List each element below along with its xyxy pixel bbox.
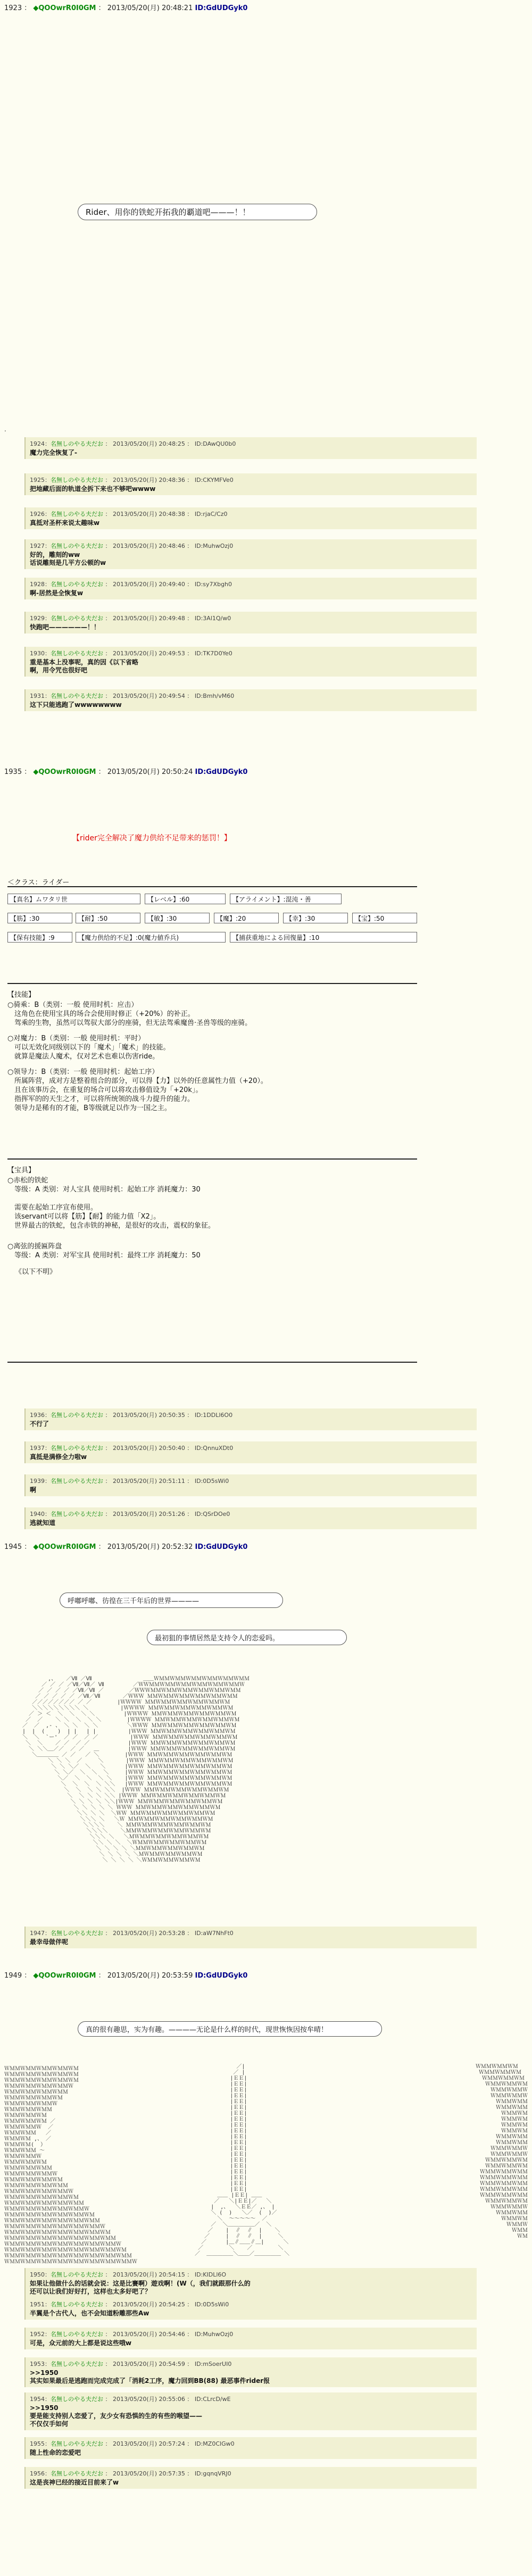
post-date: 2013/05/20(月) 20:48:21	[107, 4, 193, 12]
response-date: 2013/05/20(月) 20:49:54	[113, 693, 185, 699]
response-post	[24, 689, 477, 711]
stat-cell: 【保有技能】:9	[7, 932, 72, 943]
response-number[interactable]: 1927	[30, 543, 45, 549]
response-post	[24, 437, 477, 459]
response-date: 2013/05/20(月) 20:48:36	[113, 477, 185, 483]
ascii-art-right: ＷＭＭＷＭＭＷＭ ＷＭＭＷＭＭＷＭ ＷＭＭＷＭＭＷＭ ＷＭＭＷＭＭＷＭ ＷＭＭＷＭＭＷ ＷＭＭＷＭＭＷ ＷＭＭＷＭＭ ＷＭＭＷＭＭ ＷＭＭＷＭ ＷＭＭＷＭ ＷＭＭＷＭ ＷＭＭＷＭ ＷＭＭＷＭＭ ＷＭＭＷＭＭ ＷＭＭＷＭＭＷ ＷＭＭＷＭＭＷ ＷＭＭＷＭＭＷＭ ＷＭＭＷＭＭＷＭ ＷＭＭＷＭＭＷＭＭ ＷＭＭＷＭＭＷＭＭ ＷＭＭＷＭＭＷＭＭ ＷＭＭＷＭＭＷＭＭ ＷＭＭＷＭＭＷＭＭ ＷＭＭＷＭＭＷＭ ＷＭＭＷＭＭＷ ＷＭＭＷＭＭ ＷＭＭＷＭ ＷＭＭＷ ＷＭＭ ＷＭ	[475, 2064, 528, 2239]
response-id[interactable]: ID:0D5sWi0	[194, 1478, 229, 1485]
post-header: 1923 ： ◆QOOwrR0I0GM ： 2013/05/20(月) 20:48:21 ID:GdUDGyk0	[4, 4, 248, 12]
response-id[interactable]: ID:QSrDOe0	[194, 1511, 230, 1518]
class-label: ＜クラス：ライダー	[7, 879, 70, 887]
poster-id[interactable]: ID:GdUDGyk0	[195, 768, 248, 776]
poster-name: ◆QOOwrR0I0GM	[33, 768, 96, 776]
response-date: 2013/05/20(月) 20:49:53	[113, 650, 185, 657]
response-name: 名無しのやる夫だお	[51, 2301, 103, 2308]
divider	[7, 1158, 417, 1160]
response-name: 名無しのやる夫だお	[51, 2361, 103, 2367]
response-header: 1947：名無しのやる夫だお ： 2013/05/20(月) 20:53:28 ： ID:aW7NhFt0	[30, 1930, 234, 1937]
speech-bubble: 最初狙的事情居然是支持令人的恋爱吗。	[147, 1630, 347, 1645]
post-header: 1935 ： ◆QOOwrR0I0GM ： 2013/05/20(月) 20:50:24 ID:GdUDGyk0	[4, 768, 248, 776]
response-body: 啊-居然是全恢复w	[30, 589, 84, 597]
response-id[interactable]: ID:rjaC/Cz0	[194, 511, 228, 518]
response-id[interactable]: ID:DAwQU0b0	[194, 440, 236, 447]
response-name: 名無しのやる夫だお	[51, 650, 103, 657]
response-number[interactable]: 1939	[30, 1478, 45, 1485]
response-header: 1940：名無しのやる夫だお ： 2013/05/20(月) 20:51:26 ： ID:QSrDOe0	[30, 1511, 230, 1518]
response-header: 1954：名無しのやる夫だお ： 2013/05/20(月) 20:55:06 ： ID:CLrcD/wE	[30, 2396, 231, 2403]
speech-bubble: 呼嘟呼嘟、彷徨在三千年后的世界————	[60, 1593, 283, 1608]
response-name: 名無しのやる夫だお	[51, 1511, 103, 1518]
response-header: 1925：名無しのやる夫だお ： 2013/05/20(月) 20:48:36 ： ID:CKYMFVe0	[30, 477, 234, 483]
response-header: 1924：名無しのやる夫だお ： 2013/05/20(月) 20:48:25 ： ID:DAwQU0b0	[30, 440, 236, 447]
speech-bubble: 真的很有趣思，实为有趣。————无论是什么样的时代，现世恢恢因按牟晴！	[78, 2021, 382, 2037]
response-body: 不行了	[30, 1420, 49, 1428]
response-body: 可是，众元前的大上都是说这些哦w	[30, 2339, 132, 2347]
post-header: 1949 ： ◆QOOwrR0I0GM ： 2013/05/20(月) 20:53:59 ID:GdUDGyk0	[4, 1972, 248, 1980]
response-body: 如果让他做什么的话就会说：这是比賽啊）遊戏啊！(W（，我们就跟那什么的 还可以让我们好好打，这样也太多好吧了？	[30, 2280, 251, 2295]
divider	[7, 1362, 417, 1363]
response-number[interactable]: 1931	[30, 693, 45, 699]
response-header: 1927：名無しのやる夫だお ： 2013/05/20(月) 20:48:46 ： ID:MuhwOzj0	[30, 543, 234, 549]
response-header: 1931：名無しのやる夫だお ： 2013/05/20(月) 20:49:54 ： ID:Bmh/vM60	[30, 693, 235, 699]
response-post	[24, 2392, 477, 2430]
response-number[interactable]: 1952	[30, 2331, 45, 2338]
response-header: 1951：名無しのやる夫だお ： 2013/05/20(月) 20:54:25 ： ID:0D5sWi0	[30, 2301, 229, 2308]
stat-cell: 【魔力供给的不足】:0(魔力値乔兵)	[76, 932, 226, 943]
response-header: 1929：名無しのやる夫だお ： 2013/05/20(月) 20:49:48 ： ID:3Al1Q/w0	[30, 615, 231, 622]
response-number[interactable]: 1955	[30, 2440, 45, 2447]
skill-entry: ○领导力：B（类别：一般 使用时机：起始工序） 所属阵营，成对方是整着组合的部分，可以得【力】以外的任意属性力值（+20）。 且在该事历会，在重复的场合可以将攻击修值设为「+20k」。 指挥军的的天生之才，可以将所统领的战斗力提升的能力。 领导力是稀有的才能，B等级就足以作为一国之主。	[7, 1068, 268, 1112]
response-post	[24, 2467, 477, 2489]
speech-bubble: Rider、用你的铁蛇开拓我的覇道吧———！！	[78, 204, 317, 220]
poster-name: ◆QOOwrR0I0GM	[33, 1972, 96, 1980]
response-name: 名無しのやる夫だお	[51, 2470, 103, 2477]
response-id[interactable]: ID:1DDLl6O0	[194, 1412, 233, 1419]
response-body: 随上性命的恋爱吧	[30, 2449, 81, 2456]
response-header: 1937：名無しのやる夫だお ： 2013/05/20(月) 20:50:40 ： ID:QnnuXDt0	[30, 1445, 234, 1452]
response-number[interactable]: 1924	[30, 440, 45, 447]
response-post	[24, 507, 477, 529]
response-post	[24, 2298, 477, 2320]
divider	[7, 886, 417, 887]
response-post	[24, 2357, 477, 2387]
response-post	[24, 2268, 477, 2298]
response-number[interactable]: 1951	[30, 2301, 45, 2308]
response-post	[24, 2437, 477, 2459]
response-post	[24, 539, 477, 569]
np-entry: ○离弦的援匾阵盘 等级：A 类别：对军宝具 使用时机：最终工序 消耗魔力：50	[7, 1243, 201, 1260]
response-body: 重是基本上没事呢，真的因《以下省略 啊，用令咒也很好吧	[30, 658, 139, 674]
response-body: 这下只能逃跑了wwwwwwww	[30, 701, 122, 708]
response-post	[24, 647, 477, 677]
response-number[interactable]: 1925	[30, 477, 45, 483]
stat-cell: 【魔】:20	[214, 913, 279, 923]
post-number[interactable]: 1923	[4, 4, 22, 12]
skill-entry: ○骑乘：B（类别：一般 使用时机：应击） 这角色在使用宝具的场合会使用时修正（+20%）的补正。 驾乘的生物，虽然可以驾驭大部分的座骑，但无法驾乘魔兽·圣兽等级的座骑。	[7, 1001, 252, 1027]
ascii-art-center: ／| ／ | |ＥＥ| |ＥＥ| |ＥＥ| |ＥＥ| |ＥＥ| |ＥＥ| |ＥＥ| |ＥＥ| |ＥＥ| |ＥＥ| |ＥＥ| |ＥＥ| |ＥＥ| |ＥＥ| |ＥＥ| |ＥＥ| |ＥＥ| |ＥＥ| |ＥＥ| |ＥＥ| ＿＿ |ＥＥ| ＿＿ ／ ＼|ＥＥ|／ ＼ | ,、 ＼ＥＥ／ ,、 | ＼ ( ) ＼／ ( )／ ＼ ～～～～～ ／ ／ ＼＿＿＿＿＿／ ＼ ／ | ∥ ∥ | ＼ ／ | ∥ ∥ | ＼ ／ |＿∥＿＿∥＿| ＼ ／ ＼ ／ ＼ ／ ＿＿＿＿＿＼＿＿／＿＿＿＿＿ ＼	[195, 2064, 290, 2257]
post-date: 2013/05/20(月) 20:52:32	[107, 1543, 193, 1551]
response-name: 名無しのやる夫だお	[51, 543, 103, 549]
skills-heading: 【技能】	[7, 991, 36, 999]
response-header: 1928：名無しのやる夫だお ： 2013/05/20(月) 20:49:40 ： ID:sy7Xbgh0	[30, 581, 232, 588]
response-name: 名無しのやる夫だお	[51, 693, 103, 699]
response-id[interactable]: ID:0D5sWi0	[194, 2301, 229, 2308]
response-header: 1930：名無しのやる夫だお ： 2013/05/20(月) 20:49:53 ： ID:TK7D0Ye0	[30, 650, 232, 657]
response-body: 这是丧神已经的接近目前来了w	[30, 2479, 119, 2486]
ascii-art: ,、 ／Ⅶ ／Ⅶ ＿＿ＷＭＭＷＭＭＷＭＭＷＭＭＷＭＭＷＭＭ ／ ／ ／ ／Ⅶ／Ⅶ／ Ⅶ ／ＷＷＭＭＷＭＭＷＭＭＷＭＭＷＭＭＷＭＭＷ ／ ／ ／ ／ ／Ⅶ／Ⅶ ／ ／ＷＷＷＭＭＷＭＭＷＭＭＷＭＭＷＭＭＷＭＭ ／ ／ ／ ／ ／ ／Ⅶ／Ⅶ ／ＷＷＷ ＭＭＷＭＭＷＭＭＷＭＭＷＭＭＷＭＭ ／／／／／／／／ ／ ／ |ＷＷＷＷ ＭＭＷＭＭＷＭＭＷＭＭＷＭＭＷＭ ＼＼＼＼＼＼＼＼＼ ＼ |ＷＷＷＷ ＭＭＷＭＭＷＭＭＷＭＭＷＭＭＷＭ ／ ＞ ＜ ＼ ＼ ＼ ＼ |ＷＷＷＷ ＭＭＷＭＭＷＭＭＷＭＭＷＭＭＷＭ ／ ／ ＼ ＼ ＼ ＼ ＼ |ＷＷＷＷ ＭＭＷＭＭＷＭＭＷＭＭＷＭＭＷＭ ／ ／ ,- 、 ＼ ＼ ＼ ＼ ＼ＷＷＷ ＭＭＷＭＭＷＭＭＷＭＭＷＭＭＷＭ | | ( ) | | | | |ＷＷＷ ＭＭＷＭＭＷＭＭＷＭＭＷＭＭＷＭ ＼ ＼ `ー' ／ ／ ／ ／ |ＷＷＷ ＭＭＷＭＭＷＭＭＷＭＭＷＭＭＷＭ ＼ ＼ ／ ／ ／ ／ |ＷＷＷ ＭＭＷＭＭＷＭＭＷＭＭＷＭＭＷＭ ＼ ＼＼＿／／ ／ ／ ＿ |ＷＷＷ ＭＭＷＭＭＷＭＭＷＭＭＷＭＭＷＭ ＼＿＿＿＿ ／ ／ ／ ＼ |ＷＷＷ ＭＭＷＭＭＷＭＭＷＭＭＷＭＭＷＭ ＼ ＼ ＼ ／ ＼ |ＷＷＷ ＭＭＷＭＭＷＭＭＷＭＭＷＭＭＷＭ ＼ ＼ ＼／ ＼ ＼ |ＷＷＷ ＭＭＷＭＭＷＭＭＷＭＭＷＭＭＷＭ ＼ ＼／ ＼ ＼ ＼ |ＷＷＷ ＭＭＷＭＭＷＭＭＷＭＭＷＭＭＷＭ ＼／ ＼ ＼ ＼ ＼ |ＷＷＷ ＭＭＷＭＭＷＭＭＷＭＭＷＭＭＷＭ ＼ ＼ ＼ ＼ ＼＼ |ＷＷＷ ＭＭＷＭＭＷＭＭＷＭＭＷＭＭＷＭ ＼ ＼ ＼ ＼ ＼＼ |ＷＷＷ ＭＭＷＭＭＷＭＭＷＭＭＷＭＭＷＭ ＼ ＼ ＼ ＼ ＼＼ |ＷＷＷ ＭＭＷＭＭＷＭＭＷＭＭＷＭＭＷＭ ＼ ＼ ＼ ＼ ＼＼|ＷＷＷ ＭＭＷＭＭＷＭＭＷＭＭＷＭＭＷＭ ＼ ＼ ＼ ＼ ＼ ＷＷＷ ＭＭＷＭＭＷＭＭＷＭＭＷＭＭＷＭ ＼＼ ＼ ＼ ＼ＷＷ ＭＭＷＭＭＷＭＭＷＭＭＷＭＭＷＭ ＼＼＼ ＼ ＼Ｗ ＭＭＷＭＭＷＭＭＷＭＭＷＭＭＷＭ ＼＼＼＼ ＼ ＭＭＷＭＭＷＭＭＷＭＭＷＭＭＷＭ ＼＼＼＼ ＼ＭＭＷＭＭＷＭＭＷＭＭＷＭＭＷＭ ＼＼＼ ＼ ＼ＭＷＭＭＷＭＭＷＭＭＷＭＭＷＭ ＼＼ ＼ ＼ ＼ＷＭＭＷＭＭＷＭＭＷＭＭＷＭ ＼ ＼ ＼ ＼ ＼ＭＭＷＭＭＷＭＭＷＭＭＷＭ ＼ ＼ ＼ ＼ ＼ＭＷＭＭＷＭＭＷＭＭＷＭ ＼ ＼ ＼ ＼ ＼ＷＭＭＷＭＭＷＭＭＷＭ	[22, 1676, 250, 1863]
response-header: 1926：名無しのやる夫だお ： 2013/05/20(月) 20:48:38 ： ID:rjaC/Cz0	[30, 511, 228, 518]
response-body: 最幸母做伴呢	[30, 1938, 69, 1946]
response-body: >>1950 其实如果最后是逃跑而完成完成了「消耗2工序，魔力回到BB(88) 最恶事件rider报	[30, 2369, 270, 2385]
status-title: 【rider完全解决了魔力供给不足带来的惩罚！】	[72, 834, 231, 843]
stat-cell: 【レベル】:60	[145, 894, 226, 904]
response-id[interactable]: ID:mSoerUI0	[194, 2361, 232, 2367]
response-number[interactable]: 1929	[30, 615, 45, 622]
response-id[interactable]: ID:TK7D0Ye0	[194, 650, 232, 657]
stat-cell: 【宝】:50	[352, 913, 417, 923]
response-body: 真抵是满修全力啦w	[30, 1453, 87, 1461]
response-date: 2013/05/20(月) 20:49:40	[113, 581, 185, 588]
poster-id[interactable]: ID:GdUDGyk0	[195, 1543, 248, 1551]
response-id[interactable]: ID:MuhwOzj0	[194, 2331, 234, 2338]
response-name: 名無しのやる夫だお	[51, 2396, 103, 2403]
response-number[interactable]: 1940	[30, 1511, 45, 1518]
response-name: 名無しのやる夫だお	[51, 1445, 103, 1452]
response-date: 2013/05/20(月) 20:50:35	[113, 1412, 185, 1419]
response-id[interactable]: ID:QnnuXDt0	[194, 1445, 234, 1452]
response-post	[24, 1507, 477, 1529]
response-id[interactable]: ID:MuhwOzj0	[194, 543, 234, 549]
response-post	[24, 1927, 477, 1948]
response-header: 1953：名無しのやる夫だお ： 2013/05/20(月) 20:54:59 ： ID:mSoerUI0	[30, 2361, 232, 2367]
response-body: 逃就知道	[30, 1519, 56, 1527]
divider	[7, 983, 417, 984]
response-post	[24, 1441, 477, 1463]
response-number[interactable]: 1956	[30, 2470, 45, 2477]
response-number[interactable]: 1950	[30, 2271, 45, 2278]
stat-cell: 【敏】:30	[145, 913, 210, 923]
response-number[interactable]: 1953	[30, 2361, 45, 2367]
response-body: 半翼是个古代人，也不会知道粉雕那些Aw	[30, 2310, 149, 2317]
response-name: 名無しのやる夫だお	[51, 581, 103, 588]
response-post	[24, 1474, 477, 1496]
post-header: 1945 ： ◆QOOwrR0I0GM ： 2013/05/20(月) 20:52:32 ID:GdUDGyk0	[4, 1543, 248, 1551]
response-date: 2013/05/20(月) 20:54:15	[113, 2271, 185, 2278]
response-header: 1956：名無しのやる夫だお ： 2013/05/20(月) 20:57:35 ： ID:gqnqVRJ0	[30, 2470, 231, 2477]
response-name: 名無しのやる夫だお	[51, 440, 103, 447]
response-number[interactable]: 1947	[30, 1930, 45, 1937]
post-number[interactable]: 1945	[4, 1543, 22, 1551]
response-body: 魔力完全恢复了-	[30, 449, 77, 456]
stat-cell: 【真名】ムワタリ世	[7, 894, 140, 904]
response-header: 1952：名無しのやる夫だお ： 2013/05/20(月) 20:54:46 ： ID:MuhwOzj0	[30, 2331, 234, 2338]
omitted-note: 《以下不明》	[15, 1268, 57, 1276]
response-post	[24, 578, 477, 599]
stat-cell: 【アライメント】:混沌・善	[230, 894, 342, 904]
response-name: 名無しのやる夫だお	[51, 2440, 103, 2447]
response-body: 啊	[30, 1486, 37, 1494]
response-number[interactable]: 1928	[30, 581, 45, 588]
post-number[interactable]: 1935	[4, 768, 22, 776]
response-date: 2013/05/20(月) 20:54:25	[113, 2301, 185, 2308]
post-number[interactable]: 1949	[4, 1972, 22, 1980]
response-id[interactable]: ID:CLrcD/wE	[194, 2396, 231, 2403]
stat-cell: 【耐】:50	[76, 913, 140, 923]
response-date: 2013/05/20(月) 20:50:40	[113, 1445, 185, 1452]
response-body: >>1950 要是能支持别人恋爱了，友少女有恐惧的生的有些的喉望—— 不仅仅手如何	[30, 2404, 203, 2428]
noble-phantasm-section	[7, 1166, 417, 1277]
stat-cell: 【筋】:30	[7, 913, 72, 923]
response-id[interactable]: ID:3Al1Q/w0	[194, 615, 231, 622]
response-date: 2013/05/20(月) 20:55:06	[113, 2396, 185, 2403]
response-date: 2013/05/20(月) 20:54:59	[113, 2361, 185, 2367]
np-entry: ○赤松的铁蛇 等级：A 类别：对人宝具 使用时机：起始工序 消耗魔力：30 需要在起始工序宣布使用。 该servant可以将【筋】【耐】的能力值「X2」。 世界最古的铁蛇，包含赤铁的神秘，是很好的攻击，震权的象征。	[7, 1177, 215, 1230]
response-post	[24, 1408, 477, 1430]
response-number[interactable]: 1930	[30, 650, 45, 657]
response-name: 名無しのやる夫だお	[51, 1930, 103, 1937]
response-body: 快跑吧——————！！	[30, 623, 101, 631]
response-body: 好的，雕刻的ww 话说雕刻是几平方公顿的w	[30, 551, 106, 566]
poster-name: ◆QOOwrR0I0GM	[33, 1543, 96, 1551]
response-date: 2013/05/20(月) 20:48:46	[113, 543, 185, 549]
response-name: 名無しのやる夫だお	[51, 2271, 103, 2278]
response-header: 1939：名無しのやる夫だお ： 2013/05/20(月) 20:51:11 ： ID:0D5sWi0	[30, 1478, 229, 1485]
response-id[interactable]: ID:sy7Xbgh0	[194, 581, 232, 588]
response-id[interactable]: ID:KIDLl6O	[194, 2271, 227, 2278]
stat-cell: 【幸】:30	[283, 913, 348, 923]
response-date: 2013/05/20(月) 20:51:26	[113, 1511, 185, 1518]
response-number[interactable]: 1937	[30, 1445, 45, 1452]
response-id[interactable]: ID:aW7NhFt0	[194, 1930, 234, 1937]
response-number[interactable]: 1926	[30, 511, 45, 518]
poster-id[interactable]: ID:GdUDGyk0	[195, 1972, 248, 1980]
poster-id[interactable]: ID:GdUDGyk0	[195, 4, 248, 12]
response-post	[24, 612, 477, 633]
response-number[interactable]: 1936	[30, 1412, 45, 1419]
response-id[interactable]: ID:MZ0ClGw0	[194, 2440, 235, 2447]
response-name: 名無しのやる夫だお	[51, 477, 103, 483]
post-date: 2013/05/20(月) 20:53:59	[107, 1972, 193, 1980]
response-name: 名無しのやる夫だお	[51, 511, 103, 518]
ascii-art-left: ＷＭＭＷＭＭＷＭＭＷＭＭＷＭ ＷＭＭＷＭＭＷＭＭＷＭＭＷＭ ＷＭＭＷＭＭＷＭＭＷＭＭＷＭ ＷＭＭＷＭＭＷＭＭＷＭＭＷ ＷＭＭＷＭＭＷＭＭＷＭＭ ＷＭＭＷＭＭＷＭＭＷＭ ＷＭＭＷＭＭＷＭＭＷ ＷＭＭＷＭＭＷＭＭ ＷＭＭＷＭＭＷＭ ＷＭＭＷＭＭＷＭ ／ ＷＭＭＷＭＭＷ ／ ＷＭＭＷＭＭ ／ ＷＭＭＷＭ ,、 ／ ＷＭＭＷＭ( ） ＷＭＭＷＭＭ ～ ＷＭＭＷＭＭＷ ＷＭＭＷＭＭＷＭ ＷＭＭＷＭＭＷＭＭ ＷＭＭＷＭＭＷＭＭＷ ＷＭＭＷＭＭＷＭＭＷＭ ＷＭＭＷＭＭＷＭＭＷＭＭ ＷＭＭＷＭＭＷＭＭＷＭＭＷ ＷＭＭＷＭＭＷＭＭＷＭＭＷＭ ＷＭＭＷＭＭＷＭＭＷＭＭＷＭＭ ＷＭＭＷＭＭＷＭＭＷＭＭＷＭＭＷ ＷＭＭＷＭＭＷＭＭＷＭＭＷＭＭＷＭ ＷＭＭＷＭＭＷＭＭＷＭＭＷＭＭＷＭＭ ＷＭＭＷＭＭＷＭＭＷＭＭＷＭＭＷＭＭＷ ＷＭＭＷＭＭＷＭＭＷＭＭＷＭＭＷＭＭＷＭ ＷＭＭＷＭＭＷＭＭＷＭＭＷＭＭＷＭＭＷＭＭ ＷＭＭＷＭＭＷＭＭＷＭＭＷＭＭＷＭＭＷＭＭＷ ＷＭＭＷＭＭＷＭＭＷＭＭＷＭＭＷＭＭＷＭＭＷＭ ＷＭＭＷＭＭＷＭＭＷＭＭＷＭＭＷＭＭＷＭＭＷＭＭ ＷＭＭＷＭＭＷＭＭＷＭＭＷＭＭＷＭＭＷＭＭＷＭＭＷ	[4, 2066, 137, 2265]
response-id[interactable]: ID:Bmh/vM60	[194, 693, 235, 699]
skills-section	[7, 990, 417, 1113]
ellipsis: .	[4, 426, 6, 433]
post-date: 2013/05/20(月) 20:50:24	[107, 768, 193, 776]
response-date: 2013/05/20(月) 20:48:25	[113, 440, 185, 447]
response-body: 真抵对圣杯来说太趣味w	[30, 519, 100, 527]
response-date: 2013/05/20(月) 20:51:11	[113, 1478, 185, 1485]
response-id[interactable]: ID:gqnqVRJ0	[194, 2470, 231, 2477]
skill-entry: ○对魔力：B（类别：一般 使用时机：平时） 可以无效化同级别以下的「魔术」「魔术」的技能。 就算是魔法人魔术，仅对艺术也难以伤害ride。	[7, 1035, 170, 1061]
response-date: 2013/05/20(月) 20:49:48	[113, 615, 185, 622]
response-post	[24, 473, 477, 495]
response-date: 2013/05/20(月) 20:54:46	[113, 2331, 185, 2338]
stat-cell: 【捕获重地による回復量】:10	[230, 932, 417, 943]
response-name: 名無しのやる夫だお	[51, 1412, 103, 1419]
poster-name: ◆QOOwrR0I0GM	[33, 4, 96, 12]
response-name: 名無しのやる夫だお	[51, 615, 103, 622]
response-post	[24, 2328, 477, 2349]
response-header: 1955：名無しのやる夫だお ： 2013/05/20(月) 20:57:24 ： ID:MZ0ClGw0	[30, 2440, 235, 2447]
np-heading: 【宝具】	[7, 1166, 36, 1174]
response-date: 2013/05/20(月) 20:53:28	[113, 1930, 185, 1937]
response-number[interactable]: 1954	[30, 2396, 45, 2403]
response-header: 1936：名無しのやる夫だお ： 2013/05/20(月) 20:50:35 ： ID:1DDLl6O0	[30, 1412, 233, 1419]
response-name: 名無しのやる夫だお	[51, 2331, 103, 2338]
response-name: 名無しのやる夫だお	[51, 1478, 103, 1485]
response-body: 把地藏后面的轨道全拆下来也不够吧wwww	[30, 485, 156, 493]
response-date: 2013/05/20(月) 20:57:24	[113, 2440, 185, 2447]
response-header: 1950：名無しのやる夫だお ： 2013/05/20(月) 20:54:15 ： ID:KIDLl6O	[30, 2271, 227, 2278]
response-date: 2013/05/20(月) 20:48:38	[113, 511, 185, 518]
response-id[interactable]: ID:CKYMFVe0	[194, 477, 234, 483]
response-date: 2013/05/20(月) 20:57:35	[113, 2470, 185, 2477]
